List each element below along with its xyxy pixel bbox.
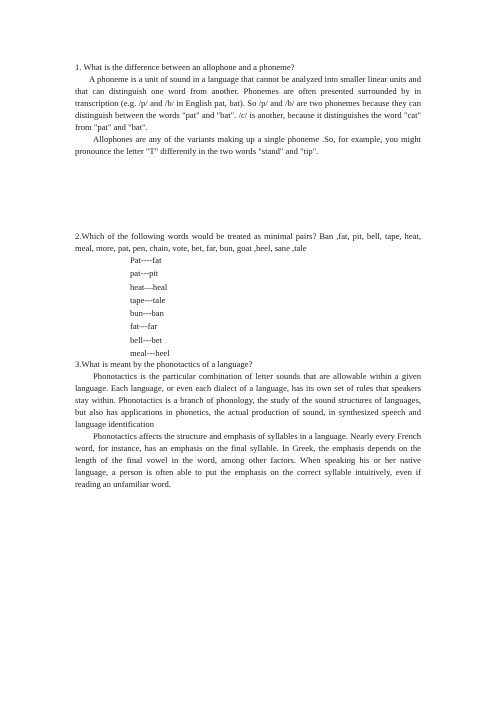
allophone-paragraph: Allophones are any of the variants making up a single phoneme .So, for example, you might pronounce the letter "T" differently in the two words "stand" and "tip". [75, 134, 421, 156]
list-item: bell---bet [130, 334, 162, 345]
section-1 [75, 61, 421, 157]
section-2 [75, 230, 421, 360]
section-3 [75, 358, 421, 490]
question-1: 1. What is the difference between an allophone and a phoneme? [75, 62, 295, 72]
phoneme-paragraph: A phoneme is a unit of sound in a language that cannot be analyzed into smaller linear units and that can distinguish one word from another. Phonemes are often presented surrounded by in transcription (e.g. /p/ and /b/ in English pat, bat). So /p/ and /b/ are two phonemes because they can distinguish between the words "pat" and "bat". /c/ is another, because it distinguishes the word "cat" from "pat" and "bat". [75, 74, 421, 132]
list-item: heat—heal [130, 281, 168, 292]
minimal-pairs-list [75, 254, 421, 360]
question-3: 3.What is meant by the phonotactics of a language? [75, 359, 253, 369]
list-item: bun---ban [130, 308, 164, 319]
list-item: tape---tale [130, 294, 166, 305]
phonotactics-paragraph-2: Phonotactics affects the structure and emphasis of syllables in a language. Nearly every French word, for instance, has an emphasis on the final syllable. In Greek, the emphasis depends on the length of the final vowel in the word, among other factors. When speaking his or her native language, a person is often able to put the emphasis on the correct syllable intuitively, even if reading an unfamiliar word. [75, 431, 421, 489]
question-2: 2.Which of the following words would be treated as minimal pairs? Ban ,fat, pit, bell, tape, heat, meal, more, pat, pen, chain, vote, bet, far, bun, goat ,heel, sane ,tale [75, 231, 421, 253]
list-item: meal---heel [130, 348, 170, 359]
list-item: Pat----fat [130, 255, 162, 265]
list-item: fat---far [130, 321, 158, 332]
phonotactics-paragraph-1: Phonotactics is the particular combination of letter sounds that are allowable within a given language. Each language, or even each dialect of a language, has its own set of rules that speakers stay within. Phonotactics is a branch of phonology, the study of the sound structures of languages, but also has applications in phonetics, the actual production of sound, in synthesized speech and language identification [75, 371, 421, 429]
list-item: pat---pit [130, 268, 159, 279]
